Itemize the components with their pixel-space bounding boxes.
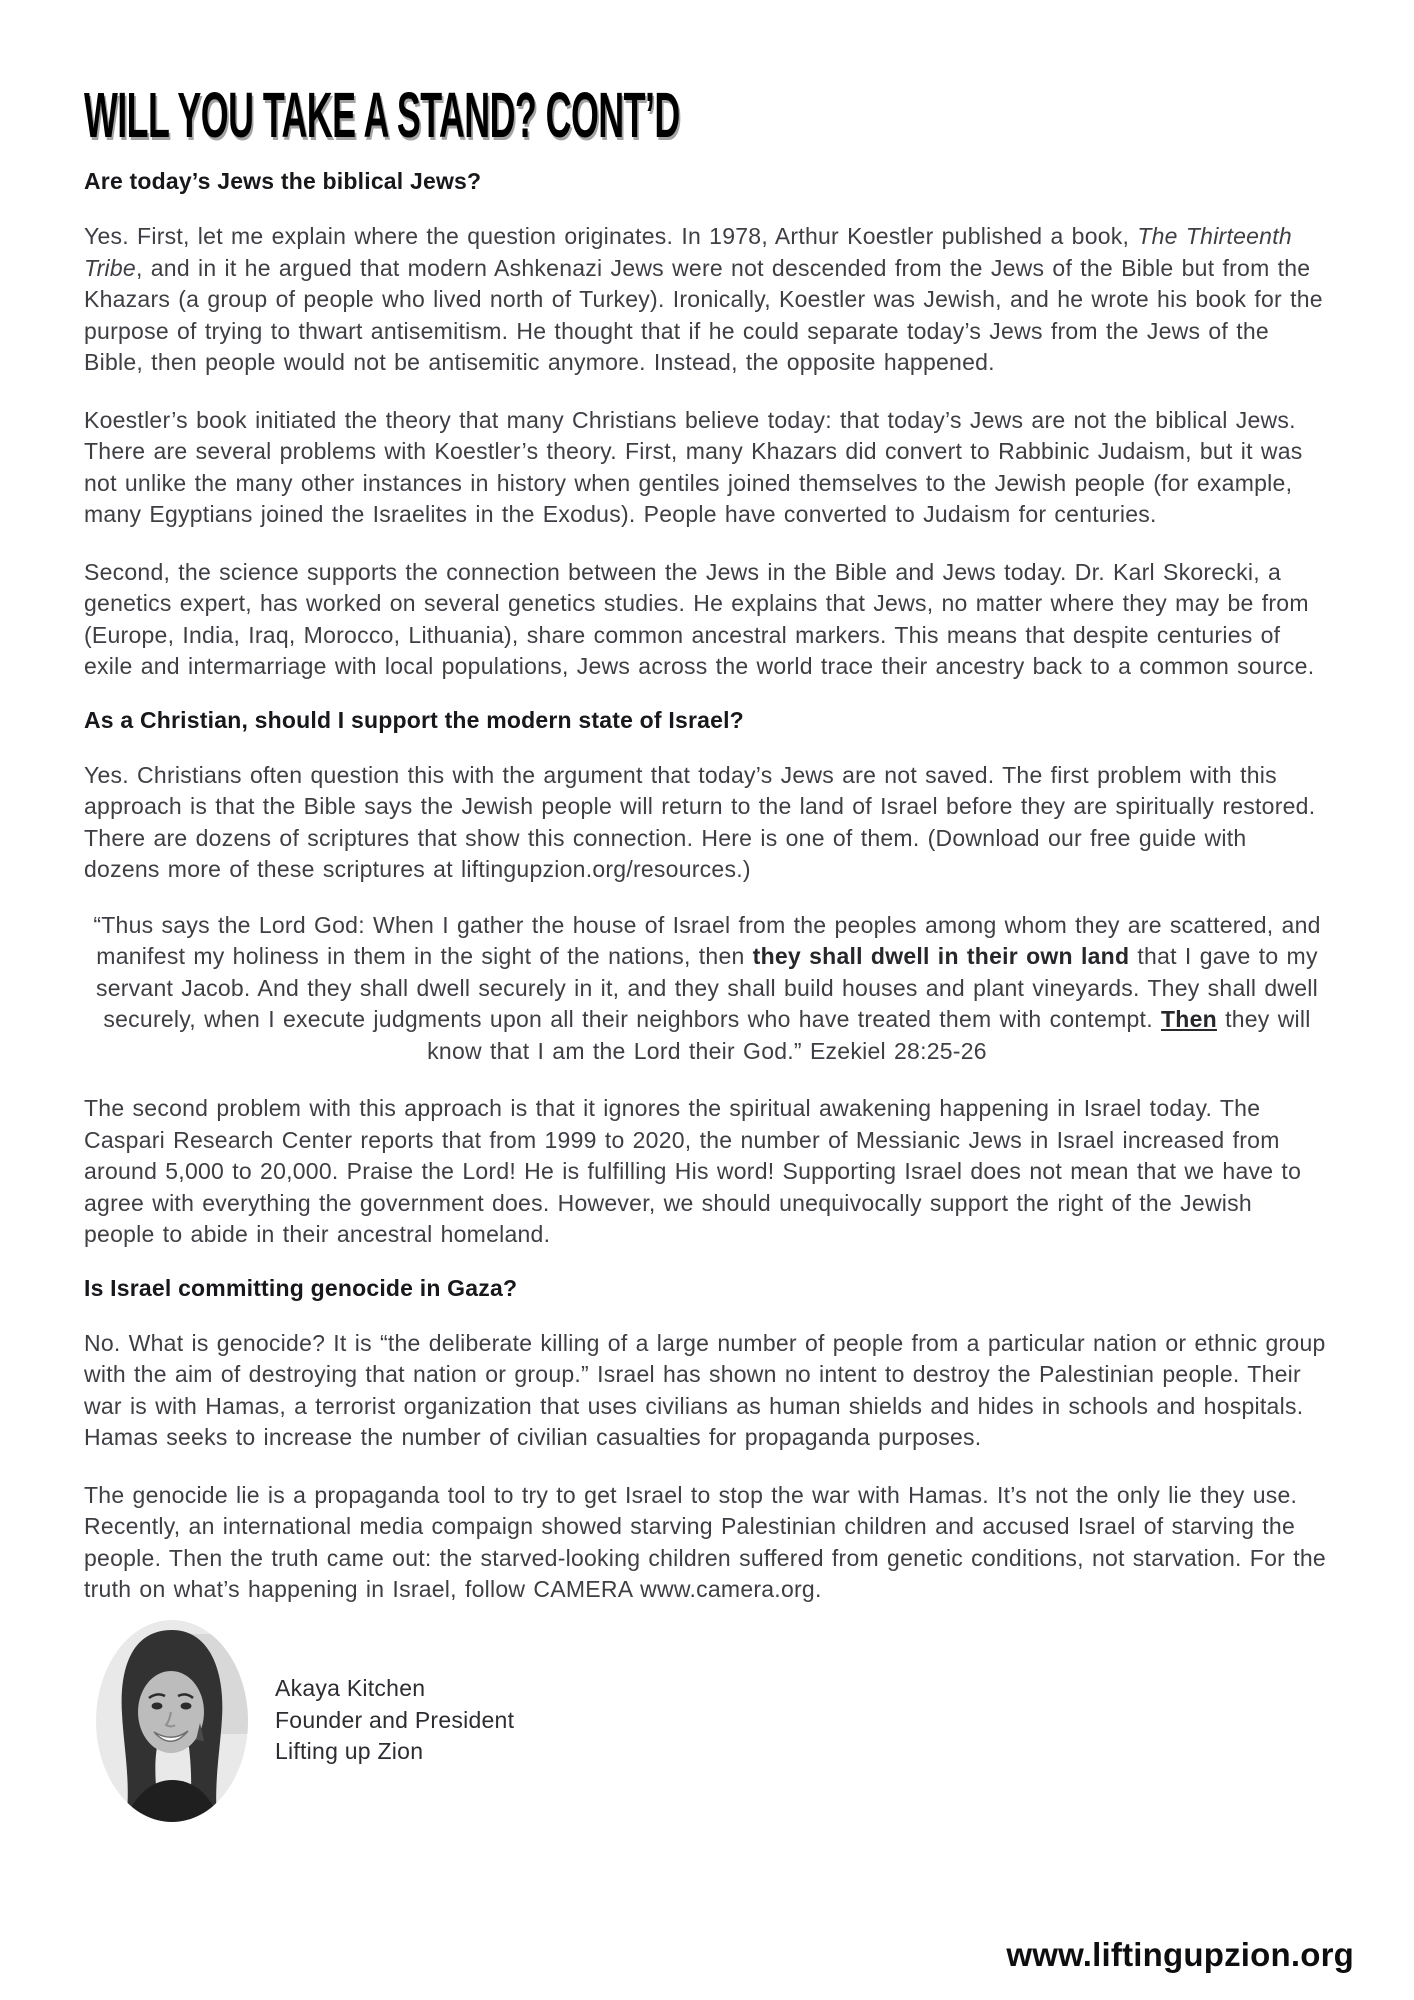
page-title: [84, 79, 1330, 151]
question-heading-genocide: Is Israel committing genocide in Gaza?: [84, 1274, 518, 1301]
paragraph-koestler-origin: [84, 221, 1330, 379]
quote-bold-text: they shall dwell in their own land: [752, 943, 1130, 969]
paragraph-genetics: Second, the science supports the connection between the Jews in the Bible and Jews today. Dr. Karl Skorecki, a genetics expert, has worked on several genetics studies. He explains that Jews, no matter where they may be from (Europe, India, Iraq, Morocco, Lithuania), share common ancestral markers. This means that despite centuries of exile and intermarriage with local populations, Jews across the world trace their ancestry back to a common source.: [84, 558, 1315, 679]
paragraph-genocide-definition: No. What is genocide? It is “the deliberate killing of a large number of people from a particular nation or ethnic group with the aim of destroying that nation or group.” Israel has shown no intent to destroy the Palestinian people. Their war is with Hamas, a terrorist organization that uses civilians as human shields and hides in schools and hospitals. Hamas seeks to increase the number of civilian casualties for propaganda purposes.: [84, 1329, 1326, 1450]
signature-block: [96, 1620, 1330, 1822]
quote-text: that I gave to my servant Jacob. And they shall dwell securely in it, and they shall build houses and plant vineyards. They shall dwell securely, when I execute judgments upon all their neighbors who have treated them with contempt.: [95, 943, 1319, 1032]
signature-role: Founder and President: [275, 1706, 515, 1733]
scripture-reference: Ezekiel 28:25-26: [809, 1037, 987, 1064]
paragraph-text: , and in it he argued that modern Ashkenazi Jews were not descended from the Jews of the Bible but from the Khazars (a group of people who lived north of Turkey). Ironically, Koestler was Jewish, and he wrote his book for the purpose of trying to thwart antisemitism. He thought that if he could separate today’s Jews from the Jews of the Bible, then people would not be antisemitic anymore. Instead, the opposite happened.: [84, 254, 1323, 375]
quote-text: “Thus says the Lord God: When I gather the house of Israel from the peoples among whom they are scattered, and manifest my holiness in them in the sight of the nations, then: [93, 911, 1321, 969]
website-url: www.liftingupzion.org: [1006, 1936, 1354, 1973]
signature-name: Akaya Kitchen: [275, 1675, 426, 1702]
signature-text: [275, 1673, 514, 1768]
page-title-text: WILL YOU TAKE A STAND? CONT’D: [84, 79, 680, 151]
quote-bold-underline-text: Then: [1160, 1006, 1217, 1032]
quote-text: they will know that I am the Lord their God.”: [427, 1006, 1311, 1064]
signature-organization: Lifting up Zion: [275, 1738, 424, 1765]
paragraph-messianic-jews: The second problem with this approach is that it ignores the spiritual awakening happening in Israel today. The Caspari Research Center reports that from 1999 to 2020, the number of Messianic Jews in Israel increased from around 5,000 to 20,000. Praise the Lord! He is fulfilling His word! Supporting Israel does not mean that we have to agree with everything the government does. However, we should unequivocally support the right of the Jewish people to abide in their ancestral homeland.: [84, 1095, 1302, 1247]
paragraph-text: Yes. First, let me explain where the question originates. In 1978, Arthur Koestler published a book,: [84, 223, 1138, 249]
book-title-italic: The Thirteenth Tribe: [84, 223, 1292, 281]
paragraph-genocide-lie: The genocide lie is a propaganda tool to try to get Israel to stop the war with Hamas. It’s not the only lie they use. Recently, an international media compaign showed starving Palestinian children and accused Israel of starving the people. Then the truth came out: the starved-looking children suffered from genetic conditions, not starvation. For the truth on what’s happening in Israel, follow CAMERA www.camera.org.: [84, 1481, 1326, 1602]
paragraph-koestler-theory: Koestler’s book initiated the theory that many Christians believe today: that today’s Jews are not the biblical Jews. There are several problems with Koestler’s theory. First, many Khazars did convert to Rabbinic Judaism, but it was not unlike the many other instances in history when gentiles joined themselves to the Jewish people (for example, many Egyptians joined the Israelites in the Exodus). People have converted to Judaism for centuries.: [84, 406, 1303, 527]
question-heading-biblical-jews: Are today’s Jews the biblical Jews?: [84, 168, 482, 194]
question-heading-support-israel: As a Christian, should I support the modern state of Israel?: [84, 706, 744, 733]
scripture-blockquote: [84, 910, 1330, 1068]
paragraph-support-israel: Yes. Christians often question this with the argument that today’s Jews are not saved. The first problem with this approach is that the Bible says the Jewish people will return to the land of Israel before they are spiritually restored. There are dozens of scriptures that show this connection. Here is one of them. (Download our free guide with dozens more of these scriptures at liftingupzion.org/resources.): [84, 761, 1316, 882]
portrait-photo: [96, 1620, 248, 1822]
